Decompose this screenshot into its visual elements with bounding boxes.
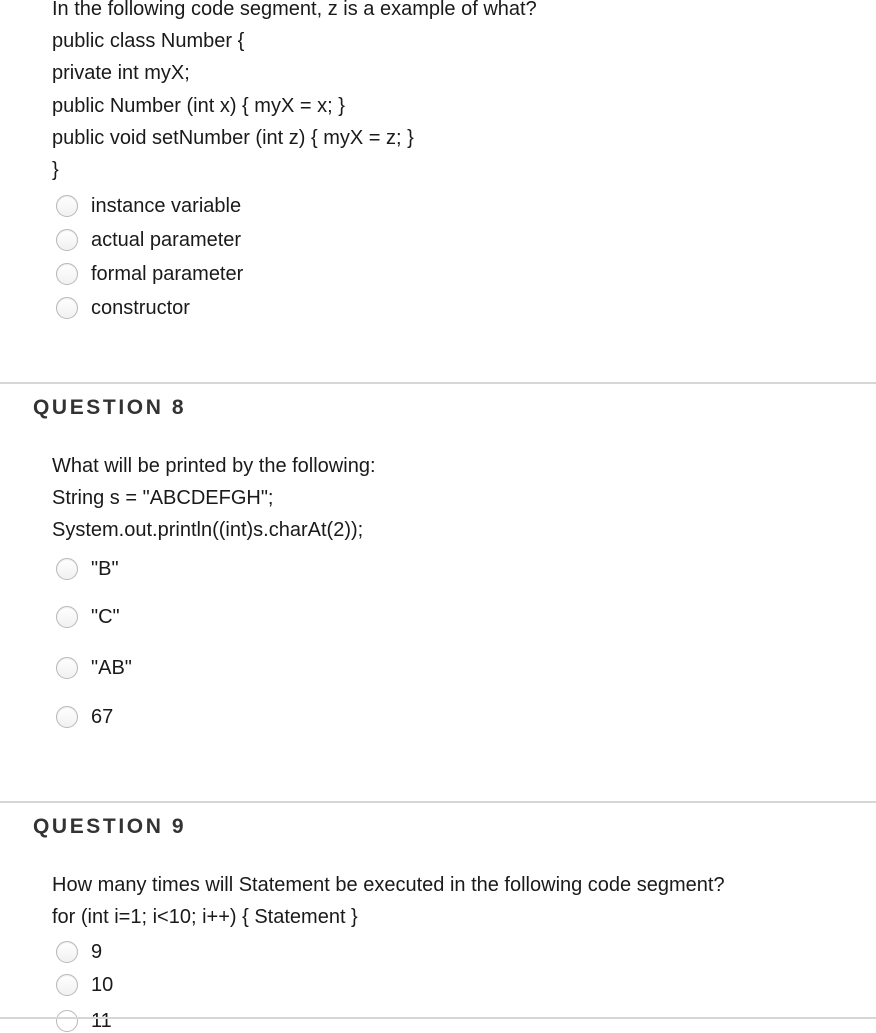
section-divider (0, 382, 876, 384)
question-7-prompt: In the following code segment, z is a example of what? (52, 0, 537, 20)
question-9-title: QUESTION 9 (33, 815, 187, 838)
section-divider (0, 1017, 876, 1019)
code-line: System.out.println((int)s.charAt(2)); (52, 519, 364, 541)
option-label: 67 (91, 706, 114, 728)
radio-button[interactable] (56, 941, 78, 963)
option-ab[interactable] (56, 655, 132, 681)
code-line: public class Number { (52, 30, 245, 52)
code-line: for (int i=1; i<10; i++) { Statement } (52, 906, 358, 928)
option-label: constructor (91, 297, 190, 319)
option-label: "AB" (91, 657, 132, 679)
question-8-prompt: What will be printed by the following: (52, 455, 376, 477)
option-label: formal parameter (91, 263, 244, 285)
radio-button[interactable] (56, 229, 78, 251)
option-label: 9 (91, 941, 103, 963)
radio-button[interactable] (56, 1010, 78, 1032)
radio-button[interactable] (56, 606, 78, 628)
radio-button[interactable] (56, 706, 78, 728)
radio-button[interactable] (56, 195, 78, 217)
option-b[interactable] (56, 556, 119, 582)
radio-button[interactable] (56, 263, 78, 285)
option-9[interactable] (56, 939, 102, 965)
code-line: String s = "ABCDEFGH"; (52, 487, 274, 509)
option-67[interactable] (56, 704, 113, 730)
code-line: private int myX; (52, 62, 190, 84)
radio-button[interactable] (56, 558, 78, 580)
option-label: "B" (91, 558, 119, 580)
section-divider (0, 801, 876, 803)
question-8-title: QUESTION 8 (33, 396, 187, 419)
option-label: instance variable (91, 195, 242, 217)
code-line: public Number (int x) { myX = x; } (52, 95, 345, 117)
option-actual-parameter[interactable] (56, 227, 241, 253)
option-10[interactable] (56, 972, 113, 998)
option-label: 10 (91, 974, 114, 996)
option-label: "C" (91, 606, 120, 628)
option-11[interactable] (56, 1008, 356, 1032)
radio-button[interactable] (56, 974, 78, 996)
option-c[interactable] (56, 604, 120, 630)
code-line: } (52, 159, 59, 181)
radio-button[interactable] (56, 297, 78, 319)
question-9-prompt: How many times will Statement be executed in the following code segment? (52, 874, 725, 896)
option-label: 11 (91, 1010, 112, 1032)
code-line: public void setNumber (int z) { myX = z; } (52, 127, 414, 149)
option-instance-variable[interactable] (56, 193, 241, 219)
radio-button[interactable] (56, 657, 78, 679)
option-label: actual parameter (91, 229, 242, 251)
option-constructor[interactable] (56, 295, 190, 321)
option-formal-parameter[interactable] (56, 261, 243, 287)
